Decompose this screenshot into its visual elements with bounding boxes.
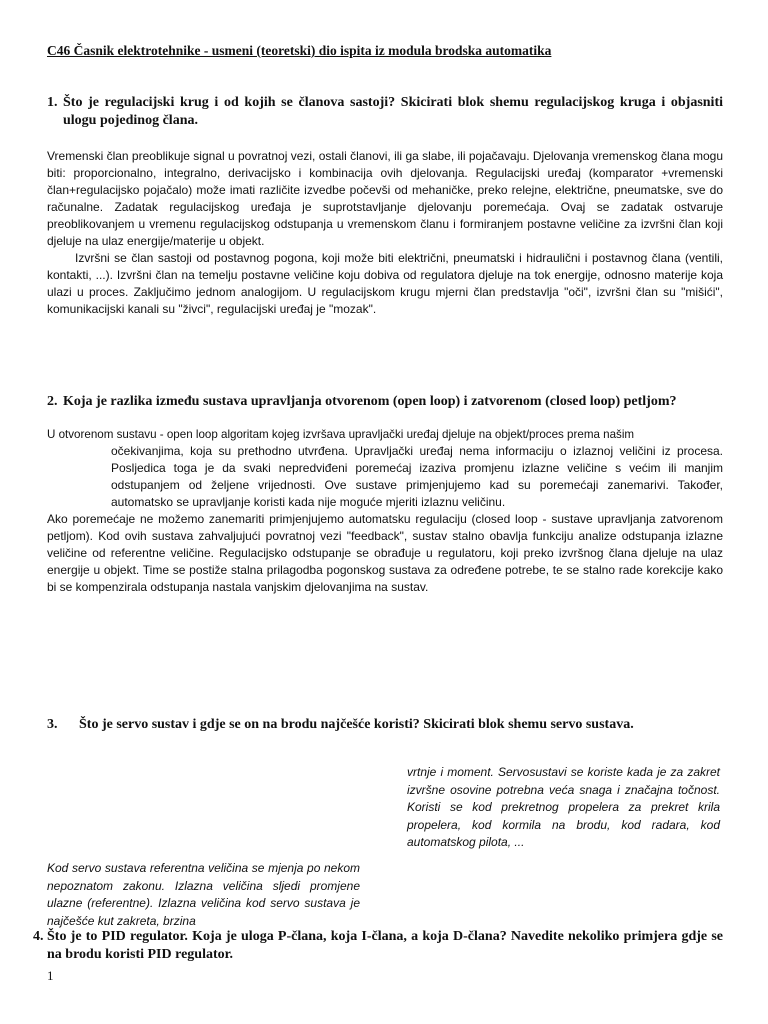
answer-1-paragraph-2: Izvršni se član sastoji od postavnog pogona, koji može biti električni, pneumatski i hidraulični i postavnog člana (ventili, kontakti, ...). Izvršni član na temelju postavne veličine koju dobiva od regulatora djeluje na tok energije, odnosno materije koja ulazi u proces. Zaključimo jednom analogijom. U regulacijskom krugu mjerni član predstavlja "oči", izvršni član su "mišići", komunikacijski kanali su "živci", regulacijski uređaj je "mozak". [47,251,723,316]
page-title: C46 Časnik elektrotehnike - usmeni (teoretski) dio ispita iz modula brodska automatika [47,43,552,58]
question-4-text: Što je to PID regulator. Koja je uloga P-člana, koja I-člana, a koja D-člana? Navedite nekoliko primjera gdje se na brodu koristi PID regulator. [47,929,723,962]
answer-3-left-column: Kod servo sustava referentna veličina se mjenja po nekom nepoznatom zakonu. Izlazna veličina sljedi promjene ulazne (referentne). Izlazna veličina kod servo sustava je najčešće kut zakreta, brzina [47,861,360,928]
answer-2-paragraph-1-rest: očekivanjima, koja su prethodno utvrđena. Upravljački uređaj nema informaciju o izlaznoj veličini iz procesa. Posljedica toga je da svaki nepredviđeni poremećaj izaziva promjenu izlazne veličine s većim ili manjim odstupanjem od željene vrijednosti. Ove sustave primjenjujemo kad su poremećaji zanemarivi. Također, automatsko se upravljanje koristi kada nije moguće mjeriti izlaznu veličinu. [111,444,723,509]
question-3 [47,716,723,734]
page-number: 1 [47,968,54,983]
answer-3-right-column: vrtnje i moment. Servosustavi se koriste kada je za zakret izvršne osovine potrebna veća snaga i značajna točnost. Koristi se kod prekretnog propelera za prekret krila propelera, kod kormila na brodu, kod radara, kod automatskog pilota, ... [407,765,720,849]
answer-1 [47,148,723,318]
answer-2 [47,426,723,596]
answer-1-paragraph-1: Vremenski član preoblikuje signal u povratnoj vezi, ostali članovi, ili ga slabe, ili pojačavaju. Djelovanja vremenskog člana mogu biti: proporcionalno, integralno, derivacijsko i kombinacija ovih djelovanja. Regulacijski uređaj (komparator +vremenski član+regulacijsko pojačalo) može imati različite izvedbe počevši od mehaničke, preko relejne, električne, pneumatske, sve do računalne. Zadatak regulacijskog uređaja je suprotstavljanje djelovanju poremećaja. Ovaj se zadatak ostvaruje preoblikovanjem u vremenu regulacijskog odstupanja u vremenskom članu i formiranjem postavne veličine za izvršni član koji djeluje na ulaz energije/materije u objekt. [47,149,723,248]
answer-2-paragraph-1-first: U otvorenom sustavu - open loop algoritam kojeg izvršava upravljački uređaj djeluje na objekt/proces prema našim [47,428,635,441]
question-4 [33,928,723,964]
question-4-number: 4. [33,929,44,944]
question-2-number: 2. [47,394,58,409]
question-1-number: 1. [47,95,58,110]
question-1 [47,94,723,130]
question-2 [47,393,723,411]
question-3-text: Što je servo sustav i gdje se on na brodu najčešće koristi? Skicirati blok shemu servo sustava. [79,717,634,732]
question-1-text: Što je regulacijski krug i od kojih se članova sastoji? Skicirati blok shemu regulacijskog kruga i objasniti ulogu pojedinog člana. [63,95,723,128]
question-2-text: Koja je razlika između sustava upravljanja otvorenom (open loop) i zatvorenom (closed loop) petljom? [63,394,677,409]
question-3-number: 3. [47,717,58,732]
answer-2-paragraph-2: Ako poremećaje ne možemo zanemariti primjenjujemo automatsku regulaciju (closed loop - sustave upravljanja zatvorenom petljom). Kod ovih sustava zahvaljujući povratnoj vezi "feedback", sustav stalno obavlja funkciju analize odstupanja izlazne veličine od referentne veličine. Regulacijsko odstupanje se obrađuje u regulatoru, koji preko izvršnog člana djeluje na ulaz energije u objekt. Time se postiže stalna prilagodba pogonskog sustava za određene potrebe, te se stalno rade korekcije kako bi se kompenzirala odstupanja nastala vanjskim djelovanjima na sustav. [47,512,723,594]
